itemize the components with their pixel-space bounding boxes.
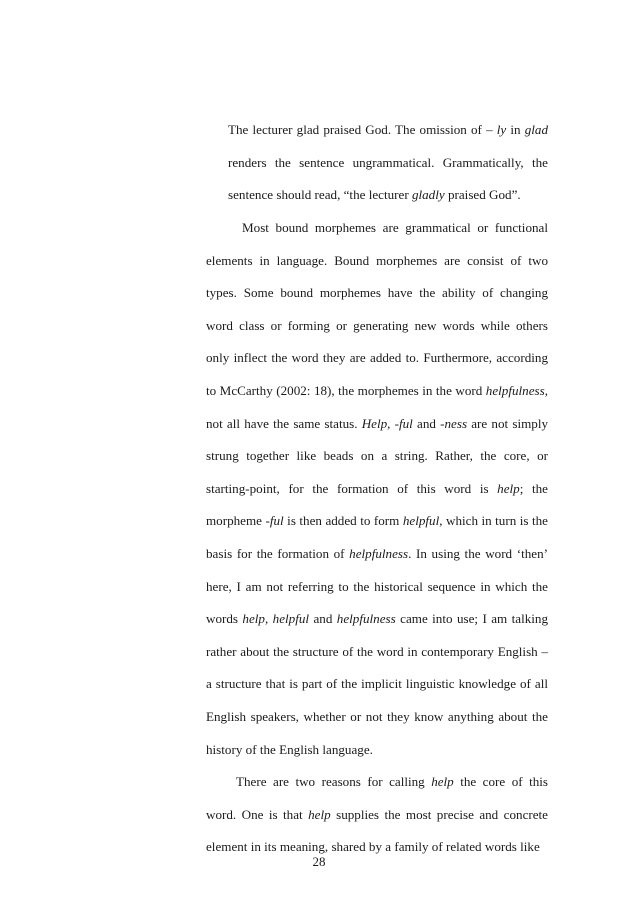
text-run: , which in turn is the basis for the formation of — [206, 513, 548, 561]
text-run: , — [264, 611, 273, 627]
text-run: ; the morpheme — [206, 480, 548, 529]
italic-term: helpful — [272, 611, 310, 627]
example-quote — [228, 114, 548, 212]
italic-term: helpfulness — [485, 382, 545, 398]
text-run: and — [309, 611, 337, 627]
italic-term: gladly — [411, 187, 445, 203]
text-run: , not all have the same status. — [206, 382, 548, 431]
body-text — [206, 212, 548, 864]
italic-term: helpful — [402, 513, 440, 529]
text-run: and — [412, 415, 441, 431]
text-run: There are two reasons for calling — [236, 774, 432, 790]
text-run: , — [387, 415, 395, 431]
text-run: the core of this word. One is that — [206, 774, 548, 822]
text-run: supplies the most precise and concrete element in its meaning, shared by a family of related words like — [206, 806, 548, 855]
text-run: The lecturer glad praised God. The omission of – — [228, 122, 497, 137]
italic-term: helpfulness — [336, 611, 396, 627]
page-number: 28 — [312, 854, 326, 869]
italic-term: help — [497, 480, 520, 496]
text-run: Most bound morphemes are grammatical or functional elements in language. Bound morphemes are consist of two types. Some bound morphemes have the ability of changing word class or forming or generating new words while others only inflect the word they are added to. Furthermore, according to McCarthy (2002: 18), the morphemes in the word — [206, 220, 548, 398]
text-run: . In using the word ‘then’ here, I am not referring to the historical sequence in which the words — [206, 545, 548, 627]
paragraph-core-reasons — [206, 766, 548, 864]
example-quote-block — [228, 114, 548, 212]
italic-term: Help — [361, 415, 388, 431]
text-run: are not simply strung together like beads on a string. Rather, the core, or starting-point, for the formation of this word is — [206, 415, 548, 496]
text-run: praised God”. — [444, 187, 521, 203]
text-run: renders the sentence ungrammatical. Grammatically, the sentence should read, “the lecturer — [228, 154, 548, 203]
italic-term: glad — [524, 122, 548, 137]
italic-term: help — [242, 611, 265, 627]
paragraph-morphemes — [206, 212, 548, 766]
italic-term: help — [308, 806, 331, 822]
italic-term: helpfulness — [349, 545, 409, 561]
italic-term: -ful — [394, 415, 413, 431]
italic-term: -ness — [440, 415, 468, 431]
italic-term: -ful — [265, 513, 284, 529]
text-run: came into use; I am talking rather about the structure of the word in contemporary English – a structure that is part of the implicit linguistic knowledge of all English speakers, whether or not they know anything about the history of the English language. — [206, 611, 549, 757]
text-run: in — [506, 122, 525, 137]
italic-term: ly — [496, 122, 507, 137]
italic-term: help — [431, 774, 454, 790]
text-run: is then added to form — [283, 513, 403, 529]
